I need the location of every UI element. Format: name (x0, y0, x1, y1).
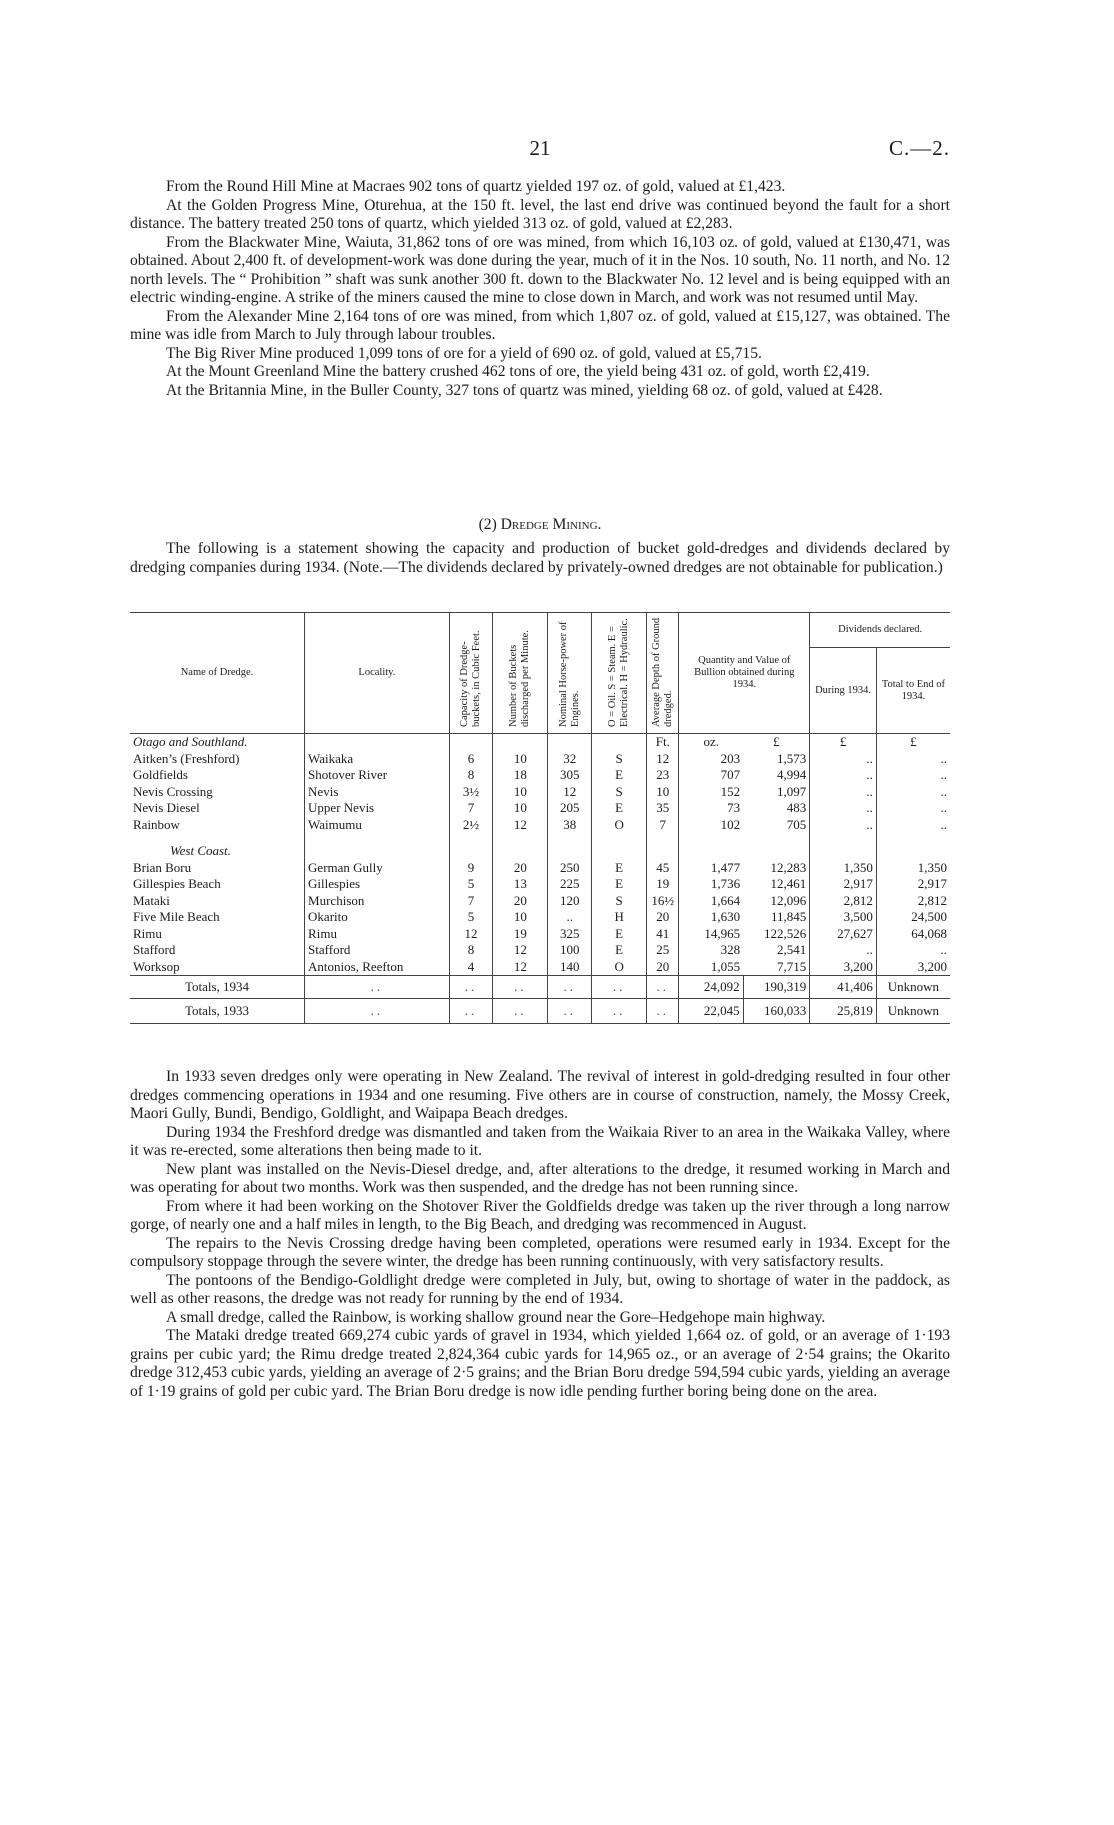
totals-oz: 22,045 (679, 999, 743, 1024)
document-code: C.—2. (888, 136, 950, 160)
header-dividends: Dividends declared. (810, 613, 950, 648)
depth-cell: 25 (647, 942, 679, 959)
bullion-oz-cell: 1,477 (679, 860, 743, 877)
bullion-value-cell: 7,715 (777, 958, 807, 974)
bottom-text-block (130, 1068, 950, 1401)
empty-cell (305, 976, 450, 999)
bullion-oz-cell: 707 (679, 767, 743, 784)
empty-cell (592, 999, 647, 1024)
dividend-during-cell: 1,350 (810, 860, 877, 877)
paragraph: At the Britannia Mine, in the Buller County, 327 tons of quartz was mined, yielding 68 oz. of gold, valued at £428. (166, 381, 883, 399)
paragraph: At the Golden Progress Mine, Oturehua, at the 150 ft. level, the last end drive was continued beyond the fault for a short distance. The battery treated 250 tons of quartz, which yielded 313 oz. of gold, valued at £2,283. (130, 196, 950, 232)
depth-cell: 45 (647, 860, 679, 877)
locality-cell: Antonios, Reefton (305, 959, 450, 976)
dividend-during-cell: .. (810, 942, 877, 959)
empty-cell (305, 999, 450, 1024)
dividend-during-cell: .. (810, 800, 877, 817)
unit-value: £ (772, 734, 780, 749)
paragraph: From the Blackwater Mine, Waiuta, 31,862 tons of ore was mined, from which 16,103 oz. of gold, valued at £130,471, was obtained. About 2,400 ft. of development-work was done during the year, much of it in the Nos. 10 south, No. 11 north, and No. 12 north levels. The “ Prohibition ” shaft was sunk another 300 ft. down to the Blackwater No. 12 level and is being equipped with an electric winding-engine. A strike of the miners caused the mine to close down in March, and work was not resumed until May. (130, 233, 950, 306)
table-row (130, 800, 950, 817)
paragraph: From the Round Hill Mine at Macraes 902 tons of quartz yielded 197 oz. of gold, valued at £1,423. (166, 178, 786, 195)
buckets-cell: 12 (493, 959, 548, 976)
horsepower-cell: .. (548, 909, 592, 926)
dividend-total-cell: 64,068 (876, 926, 950, 943)
table-row (130, 767, 950, 784)
locality-cell: Waikaka (305, 751, 450, 768)
bullion-oz-cell: 1,055 (679, 959, 743, 976)
depth-cell: 16½ (647, 893, 679, 910)
power-type-cell: E (592, 926, 647, 943)
dividend-total-cell: .. (876, 817, 950, 834)
totals-label: Totals, 1934 (130, 976, 305, 999)
depth-cell: 19 (647, 876, 679, 893)
horsepower-cell: 305 (548, 767, 592, 784)
dividend-during-cell: 3,200 (810, 959, 877, 976)
depth-cell: 20 (647, 909, 679, 926)
depth-cell: 7 (647, 817, 679, 834)
header-locality: Locality. (305, 613, 450, 734)
bullion-value-cell: 12,461 (770, 876, 807, 891)
section-title: Dredge Mining. (500, 516, 602, 533)
dredge-name-cell: Mataki (133, 892, 170, 908)
dividend-during-cell: 2,917 (810, 876, 877, 893)
dividend-during-cell: 2,812 (810, 893, 877, 910)
paragraph: From where it had been working on the Shotover River the Goldfields dredge was taken up the river through a long narrow gorge, of nearly one and a half miles in length, to the Big Beach, and dredging was recommenced in August. (130, 1197, 950, 1233)
empty-cell (548, 976, 592, 999)
unit-depth: Ft. (647, 734, 679, 751)
capacity-cell: 7 (449, 893, 493, 910)
power-type-cell: S (592, 893, 647, 910)
paragraph: The pontoons of the Bendigo-Goldlight dredge were completed in July, but, owing to shortage of water in the paddock, as well as other reasons, the dredge was not ready for running by the end of 1934. (130, 1271, 950, 1307)
capacity-cell: 8 (449, 767, 493, 784)
buckets-cell: 10 (493, 800, 548, 817)
bullion-value-cell: 11,845 (770, 909, 807, 924)
capacity-cell: 3½ (449, 784, 493, 801)
header-buckets: Number of Buckets discharged per Minute. (508, 630, 532, 727)
section-heading (130, 516, 950, 534)
paragraph: From the Alexander Mine 2,164 tons of ore was mined, from which 1,807 oz. of gold, valued at £15,127, was obtained. The mine was idle from March to July through labour troubles. (130, 307, 950, 343)
depth-cell: 10 (647, 784, 679, 801)
totals-oz: 24,092 (679, 976, 743, 999)
power-type-cell: S (592, 751, 647, 768)
buckets-cell: 19 (493, 926, 548, 943)
bullion-value-cell: 705 (786, 816, 807, 832)
dredge-name-cell: Nevis Crossing (133, 783, 213, 799)
unit-div-total: £ (876, 734, 950, 751)
horsepower-cell: 325 (548, 926, 592, 943)
table-header-row (130, 613, 950, 648)
capacity-cell: 8 (449, 942, 493, 959)
locality-cell: Rimu (305, 926, 450, 943)
empty-cell (592, 976, 647, 999)
dots: .. (464, 1002, 478, 1018)
bullion-oz-cell: 1,630 (679, 909, 743, 926)
page-header (130, 136, 950, 166)
table-row (130, 817, 950, 834)
region-label: Otago and Southland. (133, 734, 248, 749)
bullion-oz-cell: 203 (679, 751, 743, 768)
paragraph: New plant was installed on the Nevis-Diesel dredge, and, after alterations to the dredge, it resumed working in March and was operating for about two months. Work was then suspended, and the dredge has not been running since. (130, 1160, 950, 1196)
totals-dividend: 25,819 (810, 999, 877, 1024)
buckets-cell: 20 (493, 860, 548, 877)
buckets-cell: 20 (493, 893, 548, 910)
power-type-cell: E (592, 876, 647, 893)
locality-cell: Upper Nevis (305, 800, 450, 817)
capacity-cell: 6 (449, 751, 493, 768)
totals-row (130, 999, 950, 1024)
totals-total: Unknown (876, 976, 950, 999)
dots: .. (612, 1002, 626, 1018)
bullion-value-cell: 122,526 (764, 925, 807, 941)
dredge-name-cell: Five Mile Beach (133, 909, 220, 924)
dividend-total-cell: 3,200 (876, 959, 950, 976)
power-type-cell: O (592, 959, 647, 976)
page-number: 21 (529, 136, 551, 160)
dots: .. (370, 1002, 384, 1018)
unit-oz: oz. (679, 734, 743, 751)
top-text-block (130, 178, 950, 400)
depth-cell: 41 (647, 926, 679, 943)
header-power-type: O = Oil. S = Steam. E = Electrical. H = Hydraulic. (607, 618, 631, 727)
totals-value: 160,033 (743, 999, 810, 1024)
paragraph: During 1934 the Freshford dredge was dismantled and taken from the Waikaia River to an area in the Waikaka Valley, where it was re-erected, some alterations then being made to it. (130, 1123, 950, 1159)
bullion-oz-cell: 73 (679, 800, 743, 817)
bullion-value-cell: 12,283 (770, 859, 807, 875)
table-row (130, 784, 950, 801)
paragraph: At the Mount Greenland Mine the battery crushed 462 tons of ore, the yield being 431 oz. of gold, worth £2,419. (166, 363, 870, 380)
horsepower-cell: 250 (548, 860, 592, 877)
empty-cell (647, 999, 679, 1024)
empty-cell (493, 999, 548, 1024)
dividend-total-cell: .. (876, 800, 950, 817)
locality-cell: Gillespies (305, 876, 450, 893)
section-prefix: (2) (478, 516, 501, 533)
bullion-value-cell: 1,097 (777, 783, 807, 799)
dividend-total-cell: .. (876, 751, 950, 768)
locality-cell: Nevis (305, 784, 450, 801)
buckets-cell: 13 (493, 876, 548, 893)
table-row (130, 942, 950, 959)
dredge-name-cell: Stafford (133, 942, 176, 957)
dredge-table (130, 612, 950, 1024)
locality-cell: Stafford (305, 942, 450, 959)
power-type-cell: E (592, 942, 647, 959)
table-row (130, 751, 950, 768)
bullion-oz-cell: 152 (679, 784, 743, 801)
horsepower-cell: 225 (548, 876, 592, 893)
locality-cell: Murchison (305, 893, 450, 910)
capacity-cell: 2½ (449, 817, 493, 834)
totals-label: Totals, 1933 (130, 999, 305, 1024)
dividend-during-cell: 3,500 (810, 909, 877, 926)
buckets-cell: 12 (493, 817, 548, 834)
dividend-total-cell: 24,500 (876, 909, 950, 926)
header-capacity: Capacity of Dredge-buckets, in Cubic Feet. (459, 630, 483, 727)
empty-cell (493, 976, 548, 999)
header-horsepower: Nominal Horse-power of Engines. (557, 621, 581, 727)
table-row (130, 926, 950, 943)
paragraph: The Mataki dredge treated 669,274 cubic yards of gravel in 1934, which yielded 1,664 oz. of gold, or an average of 1·193 grains per cubic yard; the Rimu dredge treated 2,824,364 cubic yards for 14,965 oz., or an average of 2·54 grains; the Okarito dredge 312,453 cubic yards, yielding an average of 2·5 grains; and the Brian Boru dredge 594,594 cubic yards, yielding an average of 1·19 grains of gold per cubic yard. The Brian Boru dredge is now idle pending further boring being done on the area. (130, 1327, 950, 1400)
bullion-value-cell: 1,573 (777, 750, 807, 766)
bullion-oz-cell: 1,664 (679, 893, 743, 910)
unit-div-during: £ (810, 734, 877, 751)
bullion-value-cell: 12,096 (770, 892, 807, 908)
capacity-cell: 5 (449, 876, 493, 893)
totals-total: Unknown (876, 999, 950, 1024)
dredge-name-cell: Brian Boru (133, 859, 192, 875)
horsepower-cell: 205 (548, 800, 592, 817)
power-type-cell: H (592, 909, 647, 926)
table-row (130, 860, 950, 877)
dots: .. (612, 978, 626, 994)
paragraph: A small dredge, called the Rainbow, is working shallow ground near the Gore–Hedgehope main highway. (166, 1308, 826, 1326)
header-name: Name of Dredge. (130, 613, 305, 734)
region-row (130, 843, 950, 860)
dredge-name-cell: Rainbow (133, 816, 180, 832)
dividend-total-cell: 2,812 (876, 893, 950, 910)
intro-paragraph: The following is a statement showing the capacity and production of bucket gold-dredges and dividends declared by dredging companies during 1934. (Note.—The dividends declared by privately-owned dredges are not obtainable for publication.) (130, 540, 950, 576)
power-type-cell: E (592, 767, 647, 784)
locality-cell: German Gully (305, 860, 450, 877)
dots: .. (563, 1002, 577, 1018)
dividend-during-cell: .. (810, 784, 877, 801)
dividend-total-cell: 2,917 (876, 876, 950, 893)
table-row (130, 959, 950, 976)
dots: .. (514, 1002, 527, 1018)
header-div-during: During 1934. (810, 648, 877, 734)
power-type-cell: O (592, 817, 647, 834)
dots: .. (656, 1002, 670, 1018)
capacity-cell: 9 (449, 860, 493, 877)
depth-cell: 35 (647, 800, 679, 817)
bullion-value-cell: 2,541 (777, 942, 807, 957)
horsepower-cell: 120 (548, 893, 592, 910)
power-type-cell: E (592, 860, 647, 877)
totals-value: 190,319 (743, 976, 810, 999)
horsepower-cell: 12 (548, 784, 592, 801)
dredge-name-cell: Worksop (133, 958, 180, 974)
depth-cell: 20 (647, 959, 679, 976)
power-type-cell: S (592, 784, 647, 801)
spacer-row (130, 833, 950, 843)
dividend-during-cell: 27,627 (810, 926, 877, 943)
totals-row (130, 976, 950, 999)
dividend-during-cell: .. (810, 817, 877, 834)
depth-cell: 23 (647, 767, 679, 784)
dots: .. (370, 978, 384, 994)
dredge-name-cell: Rimu (133, 925, 162, 941)
dividend-total-cell: .. (876, 942, 950, 959)
totals-dividend: 41,406 (810, 976, 877, 999)
buckets-cell: 18 (493, 767, 548, 784)
buckets-cell: 10 (493, 751, 548, 768)
capacity-cell: 5 (449, 909, 493, 926)
bullion-oz-cell: 102 (679, 817, 743, 834)
capacity-cell: 7 (449, 800, 493, 817)
header-div-total: Total to End of 1934. (876, 648, 950, 734)
horsepower-cell: 100 (548, 942, 592, 959)
dots: .. (563, 978, 577, 994)
locality-cell: Waimumu (305, 817, 450, 834)
dividend-during-cell: .. (810, 751, 877, 768)
locality-cell: Okarito (305, 909, 450, 926)
bullion-oz-cell: 1,736 (679, 876, 743, 893)
paragraph: In 1933 seven dredges only were operating in New Zealand. The revival of interest in gold-dredging resulted in four other dredges commencing operations in 1934 and one resuming. Five others are in course of construction, namely, the Mossy Creek, Maori Gully, Bundi, Bendigo, Goldlight, and Waipapa Beach dredges. (130, 1068, 950, 1122)
region-label: West Coast. (170, 843, 231, 858)
empty-cell (449, 976, 493, 999)
dots: .. (464, 978, 478, 994)
dredge-name-cell: Goldfields (133, 767, 188, 782)
dots: .. (514, 978, 527, 994)
horsepower-cell: 140 (548, 959, 592, 976)
bullion-oz-cell: 328 (679, 942, 743, 959)
dividend-total-cell: .. (876, 784, 950, 801)
paragraph: The repairs to the Nevis Crossing dredge having been completed, operations were resumed early in 1934. Except for the compulsory stoppage through the severe winter, the dredge has been running continuously, with very satisfactory results. (130, 1234, 950, 1270)
dredge-name-cell: Aitken’s (Freshford) (133, 750, 240, 766)
buckets-cell: 10 (493, 909, 548, 926)
horsepower-cell: 32 (548, 751, 592, 768)
empty-cell (647, 976, 679, 999)
locality-cell: Shotover River (305, 767, 450, 784)
empty-cell (548, 999, 592, 1024)
power-type-cell: E (592, 800, 647, 817)
paragraph: The Big River Mine produced 1,099 tons of ore for a yield of 690 oz. of gold, valued at £5,715. (166, 344, 762, 362)
header-bullion: Quantity and Value of Bullion obtained during 1934. (679, 613, 810, 734)
table-row (130, 876, 950, 893)
table-row (130, 909, 950, 926)
dredge-name-cell: Gillespies Beach (133, 876, 221, 891)
buckets-cell: 10 (493, 784, 548, 801)
bullion-value-cell: 4,994 (777, 767, 807, 782)
buckets-cell: 12 (493, 942, 548, 959)
bullion-oz-cell: 14,965 (679, 926, 743, 943)
dots: .. (656, 978, 670, 994)
capacity-cell: 4 (449, 959, 493, 976)
units-row (130, 734, 950, 751)
table-row (130, 893, 950, 910)
header-depth: Average Depth of Ground dredged. (650, 617, 674, 727)
dividend-total-cell: 1,350 (876, 860, 950, 877)
dredge-name-cell: Nevis Diesel (133, 800, 200, 815)
bullion-value-cell: 483 (786, 800, 807, 815)
empty-cell (449, 999, 493, 1024)
depth-cell: 12 (647, 751, 679, 768)
dividend-during-cell: .. (810, 767, 877, 784)
capacity-cell: 12 (449, 926, 493, 943)
horsepower-cell: 38 (548, 817, 592, 834)
dividend-total-cell: .. (876, 767, 950, 784)
intro-text-block (130, 540, 950, 577)
